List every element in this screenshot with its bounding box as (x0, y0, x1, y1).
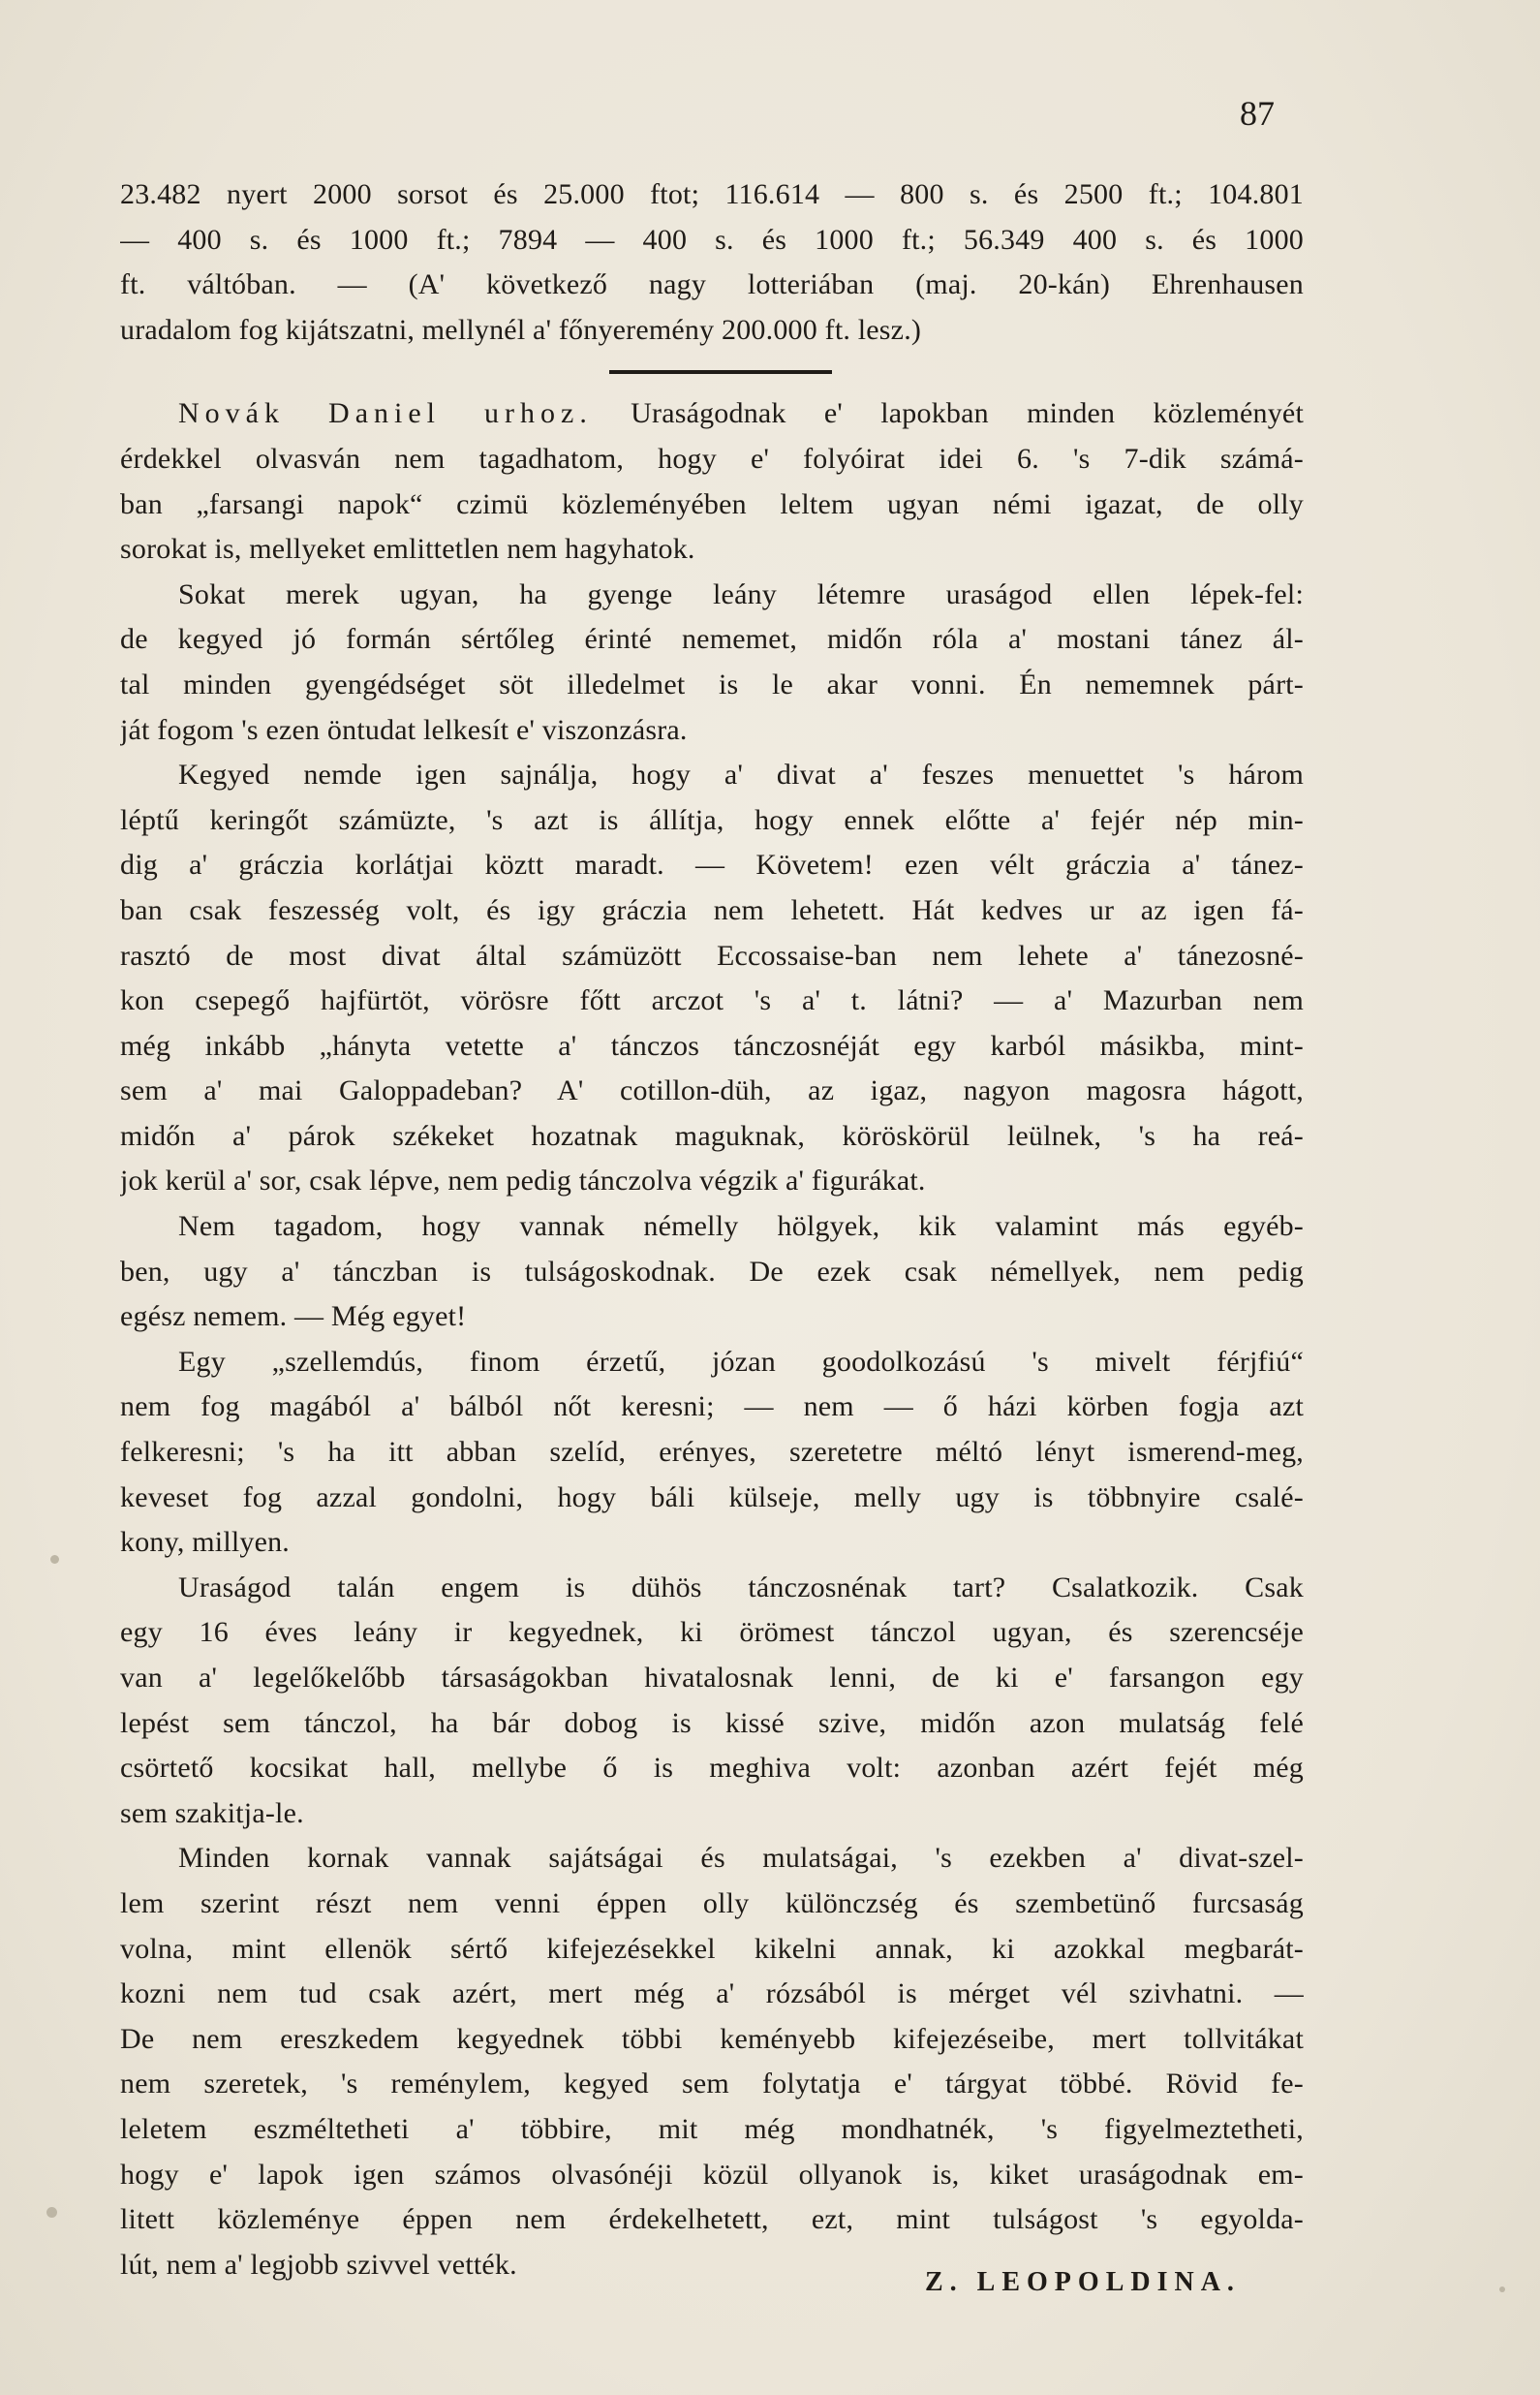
text-line: 23.482 nyert 2000 sorsot és 25.000 ftot; 116.614 — 800 s. és 2500 ft.; 104.801 (120, 178, 1304, 210)
section-divider (609, 370, 832, 374)
text-line: Kegyed nemde igen sajnálja, hogy a' divat a' feszes menuettet 's három (178, 759, 1304, 792)
text-line: kozni nem tud csak azért, mert még a' rózsából is mérget vél szivhatni. — (120, 1977, 1304, 2010)
paper-speck (50, 1555, 59, 1564)
letter-opening-text: Uraságodnak e' lapokban minden közleményét (592, 397, 1304, 430)
text-line: keveset fog azzal gondolni, hogy báli külseje, melly ugy is többnyire csalé- (120, 1480, 1304, 1513)
text-line: nem szeretek, 's reménylem, kegyed sem folytatja e' tárgyat többé. Rövid fe- (120, 2068, 1304, 2100)
text-line: csörtető kocsikat hall, mellybe ő is meghiva volt: azonban azért fejét még (120, 1752, 1304, 1785)
text-line: Nem tagadom, hogy vannak némelly hölgyek, kik valamint más egyéb- (178, 1210, 1304, 1243)
text-line: nem fog magából a' bálból nőt keresni; — nem — ő házi körben fogja azt (120, 1390, 1304, 1423)
text-line: Egy „szellemdús, finom érzetű, józan goodolkozású 's mivelt férjfiú“ (178, 1345, 1304, 1378)
text-line: léptű keringőt számüzte, 's azt is állítja, hogy ennek előtte a' fejér nép min- (120, 803, 1304, 836)
text-line: kon csepegő hajfürtöt, vörösre főtt arczot 's a' t. látni? — a' Mazurban nem (120, 984, 1304, 1017)
text-line: egész nemem. — Még egyet! (120, 1300, 467, 1333)
text-line: felkeresni; 's ha itt abban szelíd, erényes, szeretetre méltó lényt ismerend-meg, (120, 1436, 1304, 1469)
text-line: ban „farsangi napok“ czimü közleményében leltem ugyan némi igazat, de olly (120, 487, 1304, 520)
text-line: egy 16 éves leány ir kegyednek, ki örömest tánczol ugyan, és szerencséje (120, 1616, 1304, 1649)
text-line: van a' legelőkelőbb társaságokban hivatalosnak lenni, de ki e' farsangon egy (120, 1662, 1304, 1694)
text-line: rasztó de most divat által számüzött Eccossaise-ban nem lehete a' tánezosné- (120, 939, 1304, 972)
paragraph (120, 573, 1304, 753)
text-line: lút, nem a' legjobb szivvel vették. (120, 2248, 517, 2281)
text-line: de kegyed jó formán sértőleg érinté nememet, midőn róla a' mostani tánez ál- (120, 623, 1304, 656)
page-number: 87 (1240, 94, 1275, 133)
letter-heading: Novák Daniel urhoz. (178, 397, 593, 430)
text-line: ft. váltóban. — (A' következő nagy lotteriában (maj. 20-kán) Ehrenhausen (120, 268, 1304, 301)
signature: Z. LEOPOLDINA. (925, 2267, 1241, 2297)
article-text (120, 172, 1304, 2287)
letter-opening-line (120, 391, 1304, 437)
text-line: még inkább „hányta vetette a' tánczos tánczosnéját egy karból másikba, mint- (120, 1029, 1304, 1062)
text-line: — 400 s. és 1000 ft.; 7894 — 400 s. és 1000 ft.; 56.349 400 s. és 1000 (120, 223, 1304, 256)
text-line: volna, mint ellenök sértő kifejezésekkel kikelni annak, ki azokkal megbarát- (120, 1932, 1304, 1965)
text-line: leletem eszméltetheti a' többire, mit még mondhatnék, 's figyelmeztetheti, (120, 2112, 1304, 2145)
paragraph (120, 753, 1304, 1204)
paper-speck (1499, 2286, 1505, 2292)
paragraph (120, 437, 1304, 573)
text-line: ját fogom 's ezen öntudat lelkesít e' viszonzásra. (120, 713, 688, 746)
paragraph (120, 1566, 1304, 1837)
paragraph (120, 1204, 1304, 1340)
text-line: lem szerint részt nem venni éppen olly különczség és szembetünő furcsaság (120, 1886, 1304, 1919)
text-line: midőn a' párok székeket hozatnak maguknak, köröskörül leülnek, 's ha reá- (120, 1119, 1304, 1152)
text-line: sem szakitja-le. (120, 1796, 304, 1829)
text-line: ban csak feszesség volt, és igy gráczia nem lehetett. Hát kedves ur az igen fá- (120, 893, 1304, 926)
text-line: ben, ugy a' tánczban is tulságoskodnak. De ezek csak némellyek, nem pedig (120, 1255, 1304, 1288)
text-line: Uraságod talán engem is dühös tánczosnénak tart? Csalatkozik. Csak (178, 1571, 1304, 1603)
letter-body (120, 391, 1304, 2287)
lottery-intro (120, 172, 1304, 353)
text-line: érdekkel olvasván nem tagadhatom, hogy e' folyóirat idei 6. 's 7-dik számá- (120, 442, 1304, 475)
paper-speck (46, 2207, 57, 2218)
text-line: Sokat merek ugyan, ha gyenge leány létemre uraságod ellen lépek-fel: (178, 577, 1304, 610)
text-line: De nem ereszkedem kegyednek többi keményebb kifejezéseibe, mert tollvitákat (120, 2022, 1304, 2055)
paragraph (120, 1340, 1304, 1566)
paragraph (120, 1836, 1304, 2287)
text-line: sorokat is, mellyeket emlittetlen nem hagyhatok. (120, 533, 695, 566)
text-line: hogy e' lapok igen számos olvasónéji közül ollyanok is, kiket uraságodnak em- (120, 2158, 1304, 2191)
text-line: Minden kornak vannak sajátságai és mulatságai, 's ezekben a' divat-szel- (178, 1842, 1304, 1875)
text-line: jok kerül a' sor, csak lépve, nem pedig tánczolva végzik a' figurákat. (120, 1165, 926, 1198)
text-line: uradalom fog kijátszatni, mellynél a' főnyeremény 200.000 ft. lesz.) (120, 313, 922, 346)
text-line: sem a' mai Galoppadeban? A' cotillon-düh, az igaz, nagyon magosra hágott, (120, 1074, 1304, 1107)
text-line: litett közleménye éppen nem érdekelhetett, ezt, mint tulságost 's egyolda- (120, 2203, 1304, 2236)
text-line: dig a' gráczia korlátjai köztt maradt. — Követem! ezen vélt gráczia a' tánez- (120, 849, 1304, 882)
text-line: tal minden gyengédséget söt illedelmet is le akar vonni. Én nememnek párt- (120, 668, 1304, 700)
text-line: kony, millyen. (120, 1526, 291, 1559)
text-line: lepést sem tánczol, ha bár dobog is kissé szive, midőn azon mulatság felé (120, 1706, 1304, 1739)
